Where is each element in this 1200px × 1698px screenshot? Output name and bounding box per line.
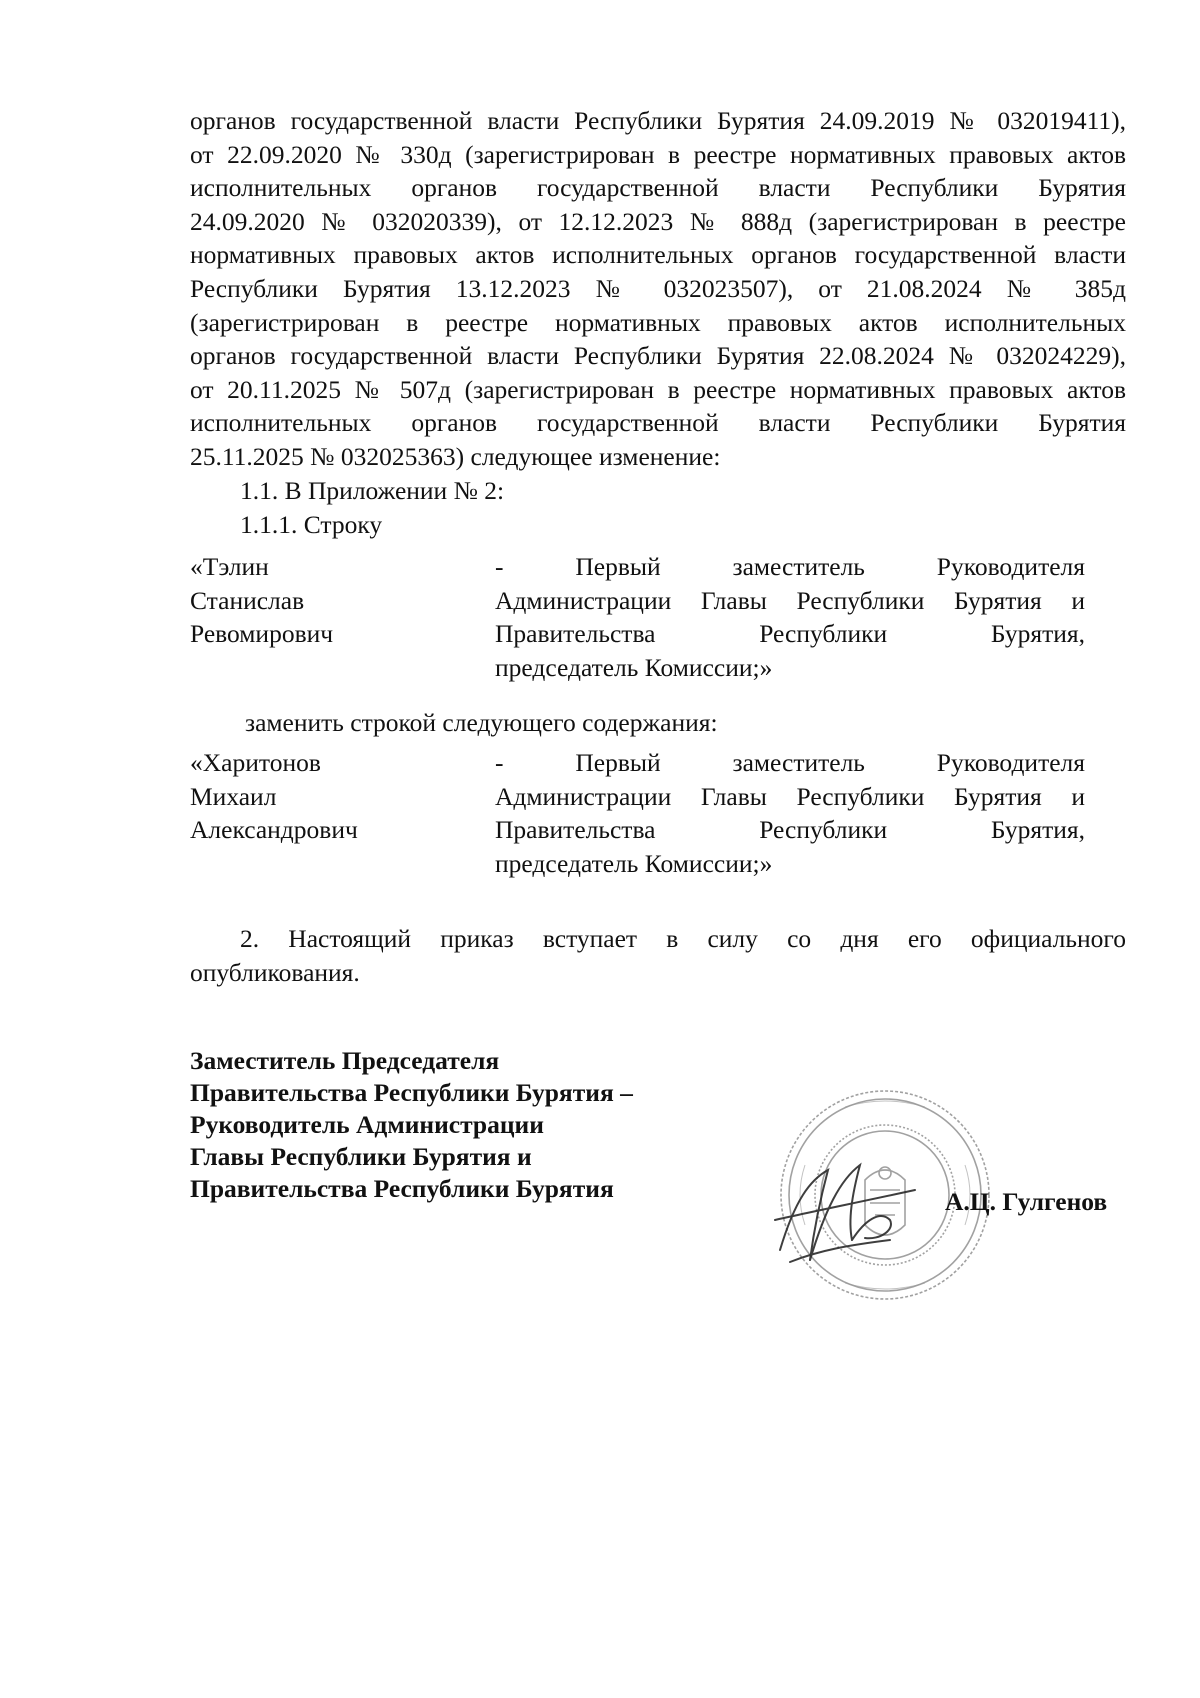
post-line: Администрации Главы Республики Бурятия и xyxy=(495,781,1085,811)
handwritten-signature-icon xyxy=(770,1140,920,1270)
text-line: 24.09.2020 № 032020339), от 12.12.2023 № 888д (зарегистрирован в реестре xyxy=(190,206,1126,236)
replace-instruction: заменить строкой следующего содержания: xyxy=(245,708,718,737)
name-line: Александрович xyxy=(190,815,358,845)
title-line: Правительства Республики Бурятия xyxy=(190,1174,614,1203)
new-row-post xyxy=(495,746,1085,880)
title-line: Главы Республики Бурятия и xyxy=(190,1142,532,1171)
text-line: (зарегистрирован в реестре нормативных правовых актов исполнительных xyxy=(190,307,1126,337)
text-line: от 22.09.2020 № 330д (зарегистрирован в реестре нормативных правовых актов xyxy=(190,139,1126,169)
name-line: «Харитонов xyxy=(190,748,321,777)
title-line: Правительства Республики Бурятия – xyxy=(190,1078,633,1107)
item-1-1: 1.1. В Приложении № 2: xyxy=(240,476,505,505)
title-line: Руководитель Администрации xyxy=(190,1110,544,1139)
text-line: 25.11.2025 № 032025363) следующее изменение: xyxy=(190,441,721,471)
paragraph-effective xyxy=(190,922,1126,989)
post-line: Администрации Главы Республики Бурятия и xyxy=(495,585,1085,615)
text-line: от 20.11.2025 № 507д (зарегистрирован в реестре нормативных правовых актов xyxy=(190,374,1126,404)
text-line: 2. Настоящий приказ вступает в силу со дня его официального xyxy=(240,924,1126,953)
text-line: опубликования. xyxy=(190,957,360,987)
post-line: председатель Комиссии;» xyxy=(495,848,773,878)
signer-name: А.Ц. Гулгенов xyxy=(945,1187,1108,1216)
signature-title xyxy=(190,1045,633,1205)
post-line: Правительства Республики Бурятия, xyxy=(495,619,1085,649)
text-line: органов государственной власти Республики Бурятия 22.08.2024 № 032024229), xyxy=(190,341,1126,371)
name-line: «Тэлин xyxy=(190,552,269,581)
old-row-post xyxy=(495,550,1085,684)
old-row-name xyxy=(190,550,430,651)
name-line: Михаил xyxy=(190,781,277,811)
item-1-1-1: 1.1.1. Строку xyxy=(240,510,383,539)
post-line: - Первый заместитель Руководителя xyxy=(495,552,1085,581)
paragraph-amendments xyxy=(190,104,1126,474)
post-line: Правительства Республики Бурятия, xyxy=(495,815,1085,845)
post-line: председатель Комиссии;» xyxy=(495,652,773,682)
name-line: Ревомирович xyxy=(190,619,334,649)
name-line: Станислав xyxy=(190,585,305,615)
title-line: Заместитель Председателя xyxy=(190,1046,500,1075)
text-line: нормативных правовых актов исполнительных органов государственной власти xyxy=(190,240,1126,270)
text-line: исполнительных органов государственной власти Республики Бурятия xyxy=(190,173,1126,203)
text-line: органов государственной власти Республики Бурятия 24.09.2019 № 032019411), xyxy=(190,106,1126,135)
text-line: Республики Бурятия 13.12.2023 № 032023507), от 21.08.2024 № 385д xyxy=(190,273,1126,303)
new-row-name xyxy=(190,746,430,847)
post-line: - Первый заместитель Руководителя xyxy=(495,748,1085,777)
text-line: исполнительных органов государственной власти Республики Бурятия xyxy=(190,408,1126,438)
